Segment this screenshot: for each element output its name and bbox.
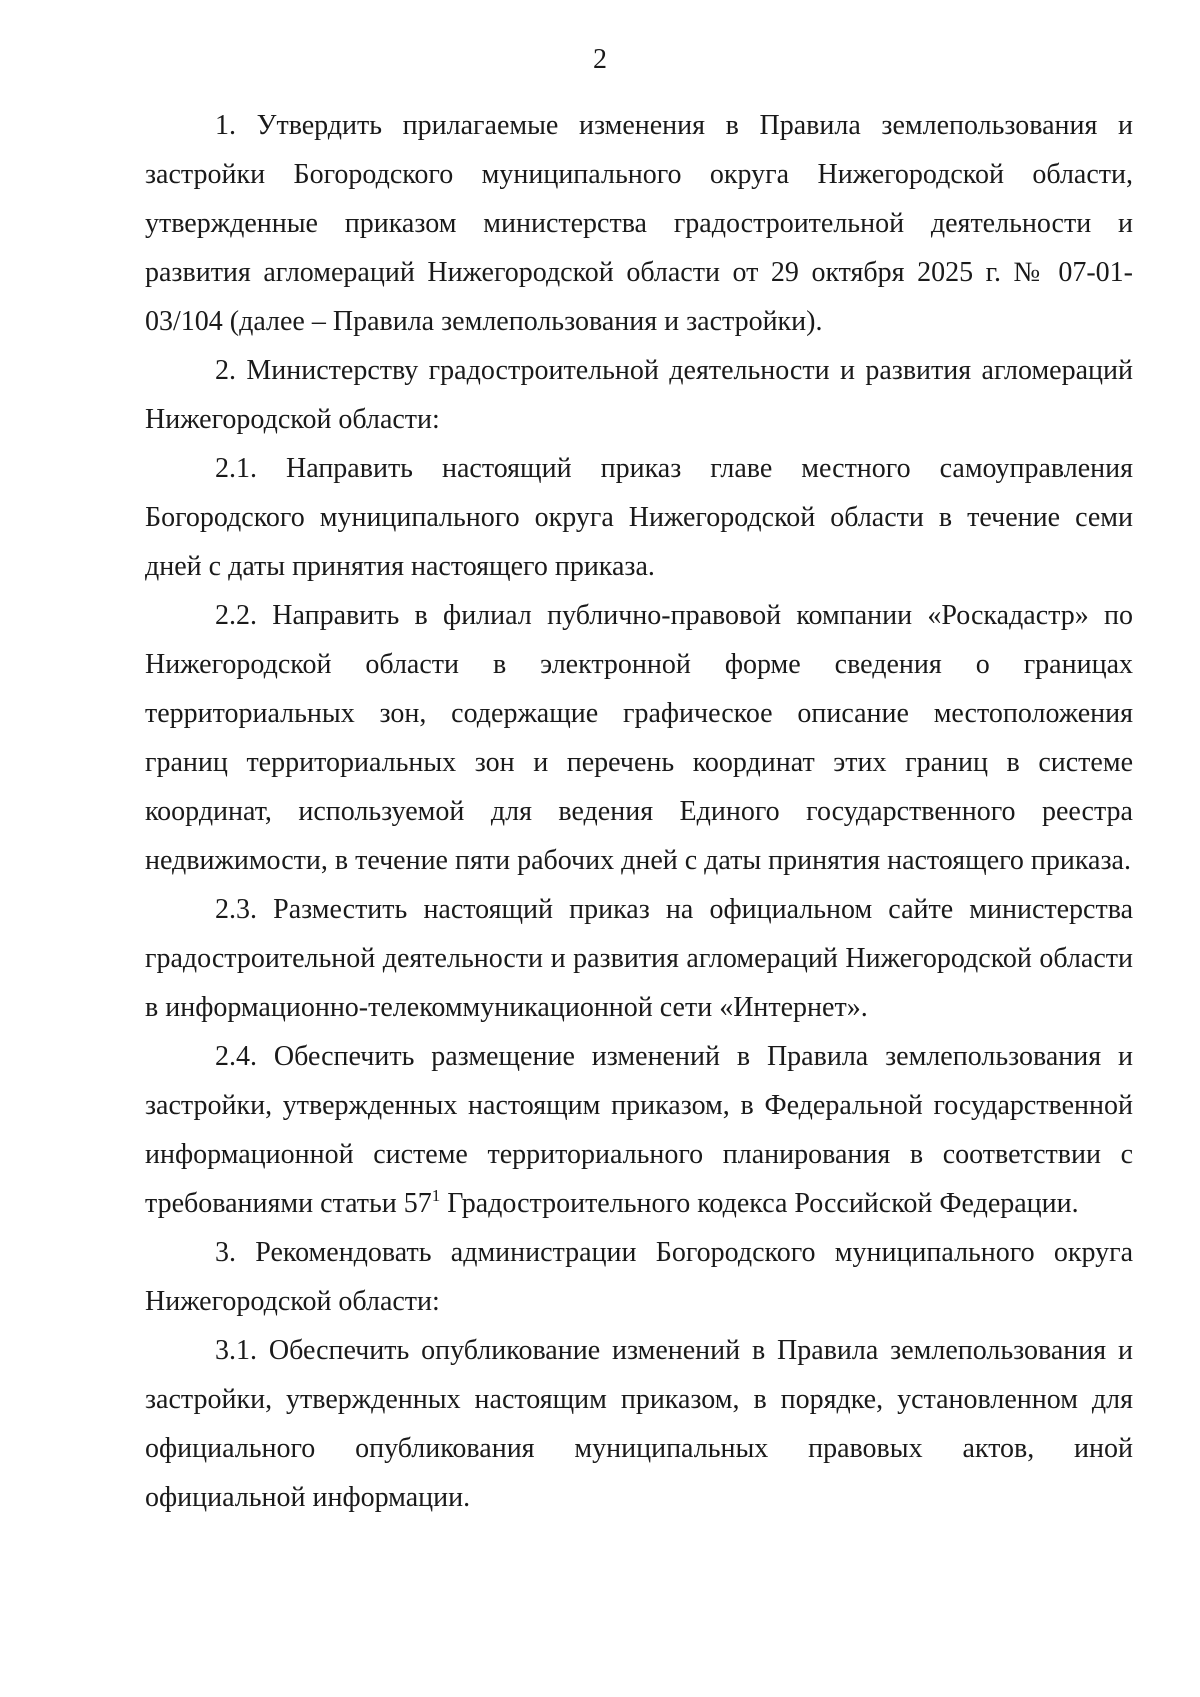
paragraph-2-4 [145, 1032, 1133, 1228]
paragraph-2-4-text-start: 2.4. Обеспечить размещение изменений в Правила землепользования и застройки, утвержденных настоящим приказом, в Федеральной государственной информационной системе территориального планирования в соответствии с требованиями статьи 57 [145, 1041, 1133, 1219]
paragraph-1: 1. Утвердить прилагаемые изменения в Правила землепользования и застройки Богородского муниципального округа Нижегородской области, утвержденные приказом министерства градостроительной деятельности и развития агломераций Нижегородской области от 29 октября 2025 г. № 07-01-03/104 (далее – Правила землепользования и застройки). [145, 110, 1133, 337]
article-superscript: 1 [431, 1186, 441, 1205]
paragraph-2: 2. Министерству градостроительной деятельности и развития агломераций Нижегородской области: [145, 355, 1133, 435]
page-number: 2 [593, 44, 607, 75]
document-body [145, 101, 1133, 1522]
paragraph-3: 3. Рекомендовать администрации Богородского муниципального округа Нижегородской области: [145, 1237, 1133, 1317]
paragraph-2-1: 2.1. Направить настоящий приказ главе местного самоуправления Богородского муниципального округа Нижегородской области в течение семи дней с даты принятия настоящего приказа. [145, 453, 1133, 582]
paragraph-2-2: 2.2. Направить в филиал публично-правовой компании «Роскадастр» по Нижегородской области в электронной форме сведения о границах территориальных зон, содержащие графическое описание местоположения границ территориальных зон и перечень координат этих границ в системе координат, используемой для ведения Единого государственного реестра недвижимости, в течение пяти рабочих дней с даты принятия настоящего приказа. [145, 600, 1133, 876]
paragraph-3-1: 3.1. Обеспечить опубликование изменений в Правила землепользования и застройки, утвержденных настоящим приказом, в порядке, установленном для официального опубликования муниципальных правовых актов, иной официальной информации. [145, 1335, 1133, 1513]
paragraph-2-3: 2.3. Разместить настоящий приказ на официальном сайте министерства градостроительной деятельности и развития агломераций Нижегородской области в информационно-телекоммуникационной сети «Интернет». [145, 894, 1133, 1023]
paragraph-2-4-text-end: Градостроительного кодекса Российской Федерации. [440, 1188, 1079, 1219]
